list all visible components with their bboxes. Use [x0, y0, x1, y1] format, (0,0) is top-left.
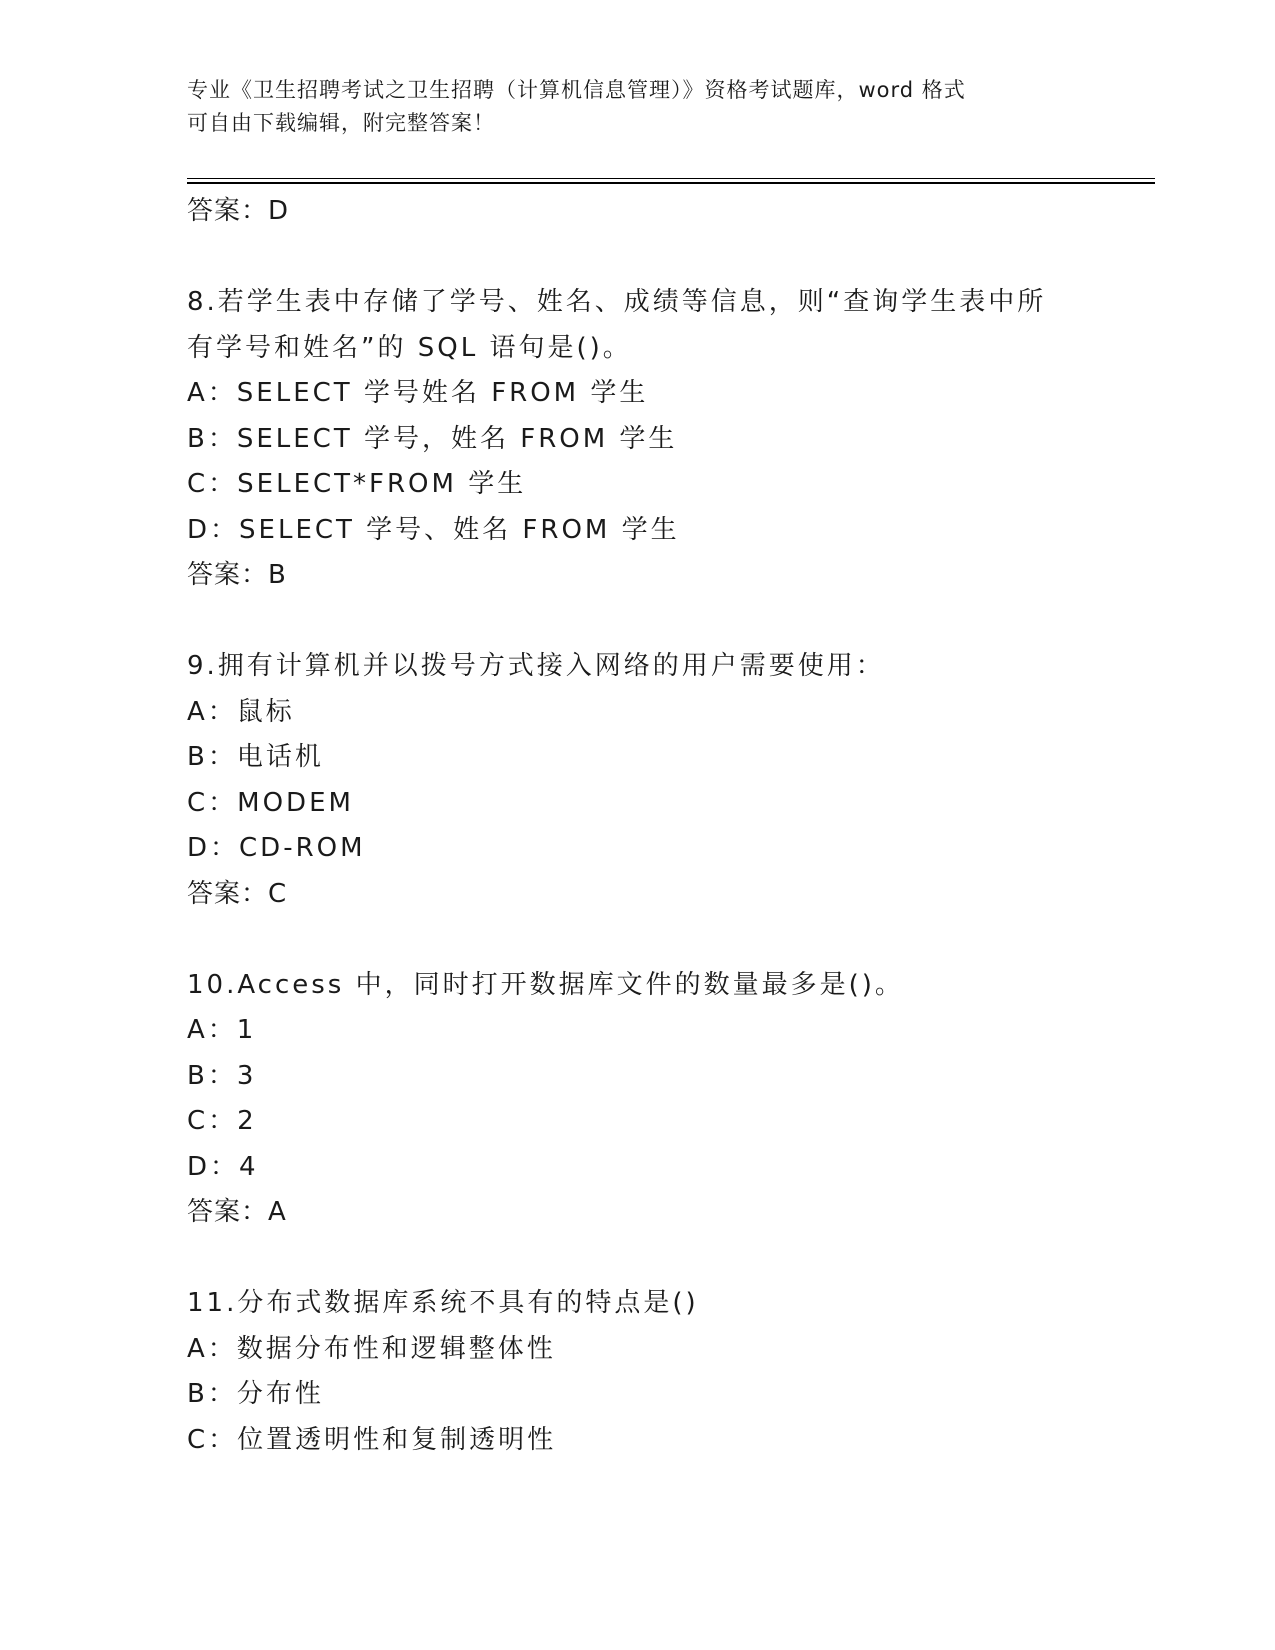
option-a: A：SELECT 学号姓名 FROM 学生 — [187, 378, 649, 408]
answer-line: 答案：A — [187, 1197, 287, 1227]
spacer — [187, 599, 1107, 645]
option-c: C：2 — [187, 1106, 257, 1136]
answer-line: 答案：C — [187, 878, 288, 909]
question-stem: 8.若学生表中存储了学号、姓名、成绩等信息，则“查询学生表中所 — [187, 287, 1047, 317]
question-stem: 有学号和姓名”的 SQL 语句是()。 — [187, 332, 632, 363]
answer-line: 答案：D — [187, 196, 290, 226]
option-c: C：SELECT*FROM 学生 — [187, 469, 527, 499]
question-11 — [187, 1281, 1107, 1463]
question-8 — [187, 280, 1107, 599]
option-c: C：位置透明性和复制透明性 — [187, 1424, 557, 1455]
answer-line: 答案：B — [187, 560, 287, 590]
header-divider-thick — [187, 182, 1155, 184]
question-10 — [187, 963, 1107, 1236]
option-c: C：MODEM — [187, 787, 354, 818]
header-divider-thin — [187, 178, 1155, 179]
spacer — [187, 1236, 1107, 1282]
document-header — [187, 74, 1087, 140]
option-b: B：电话机 — [187, 742, 324, 772]
question-stem: 10.Access 中，同时打开数据库文件的数量最多是()。 — [187, 969, 904, 1000]
option-a: A：数据分布性和逻辑整体性 — [187, 1333, 556, 1364]
spacer — [187, 917, 1107, 963]
option-d: D：SELECT 学号、姓名 FROM 学生 — [187, 514, 680, 545]
question-list — [187, 189, 1107, 1463]
question-stem: 11.分布式数据库系统不具有的特点是() — [187, 1288, 699, 1318]
option-b: B：分布性 — [187, 1379, 324, 1409]
question-9 — [187, 644, 1107, 917]
question-stem: 9.拥有计算机并以拨号方式接入网络的用户需要使用： — [187, 651, 885, 681]
option-d: D：4 — [187, 1151, 259, 1182]
option-a: A：1 — [187, 1015, 257, 1045]
spacer — [187, 235, 1107, 281]
option-a: A：鼠标 — [187, 696, 295, 727]
header-line-2: 可自由下载编辑，附完整答案！ — [187, 111, 495, 135]
option-b: B：3 — [187, 1060, 257, 1091]
option-b: B：SELECT 学号，姓名 FROM 学生 — [187, 423, 678, 454]
header-line-1: 专业《卫生招聘考试之卫生招聘（计算机信息管理）》资格考试题库，word 格式 — [187, 78, 966, 102]
option-d: D：CD-ROM — [187, 833, 366, 863]
